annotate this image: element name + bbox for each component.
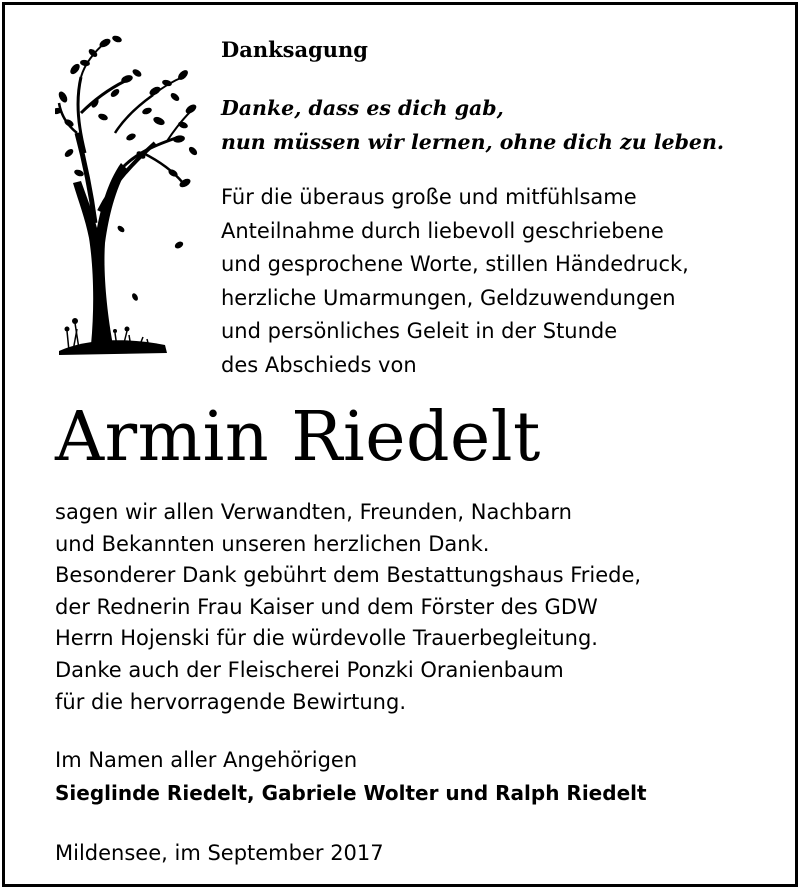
signers: Sieglinde Riedelt, Gabriele Wolter und Ralph Riedelt [55, 781, 647, 805]
body-line: Herrn Hojenski für die würdevolle Trauerbegleitung. [55, 626, 598, 651]
thanks-line: Für die überaus große und mitfühlsame [221, 185, 637, 209]
notice-heading: Danksagung [221, 37, 368, 62]
thanks-line: Anteilnahme durch liebevoll geschriebene [221, 218, 664, 243]
body-line: Besonderer Dank gebührt dem Bestattungshaus Friede, [55, 563, 642, 588]
obituary-notice-frame [2, 2, 798, 887]
body-line: Danke auch der Fleischerei Ponzki Oranienbaum [55, 657, 564, 682]
motto-line: Danke, dass es dich gab, [221, 96, 504, 120]
body-line: und Bekannten unseren herzlichen Dank. [55, 531, 490, 556]
place-date: Mildensee, im September 2017 [55, 841, 384, 865]
deceased-name: Armin Riedelt [55, 398, 541, 477]
body-paragraph [55, 497, 641, 718]
motto [221, 91, 724, 159]
motto-line: nun müssen wir lernen, ohne dich zu leben. [221, 130, 724, 154]
thanks-line: und persönliches Geleit in der Stunde [221, 319, 618, 343]
thanks-line: herzliche Umarmungen, Geldzuwendungen [221, 285, 676, 310]
thanks-line: des Abschieds von [221, 352, 417, 377]
thanks-paragraph [221, 181, 689, 382]
body-line: für die hervorragende Bewirtung. [55, 689, 406, 714]
closing-line: Im Namen aller Angehörigen [55, 748, 358, 772]
thanks-line: und gesprochene Worte, stillen Händedruck, [221, 252, 689, 276]
body-line: der Rednerin Frau Kaiser und dem Förster des GDW [55, 594, 598, 619]
body-line: sagen wir allen Verwandten, Freunden, Nachbarn [55, 500, 572, 524]
tree-icon [55, 33, 205, 363]
